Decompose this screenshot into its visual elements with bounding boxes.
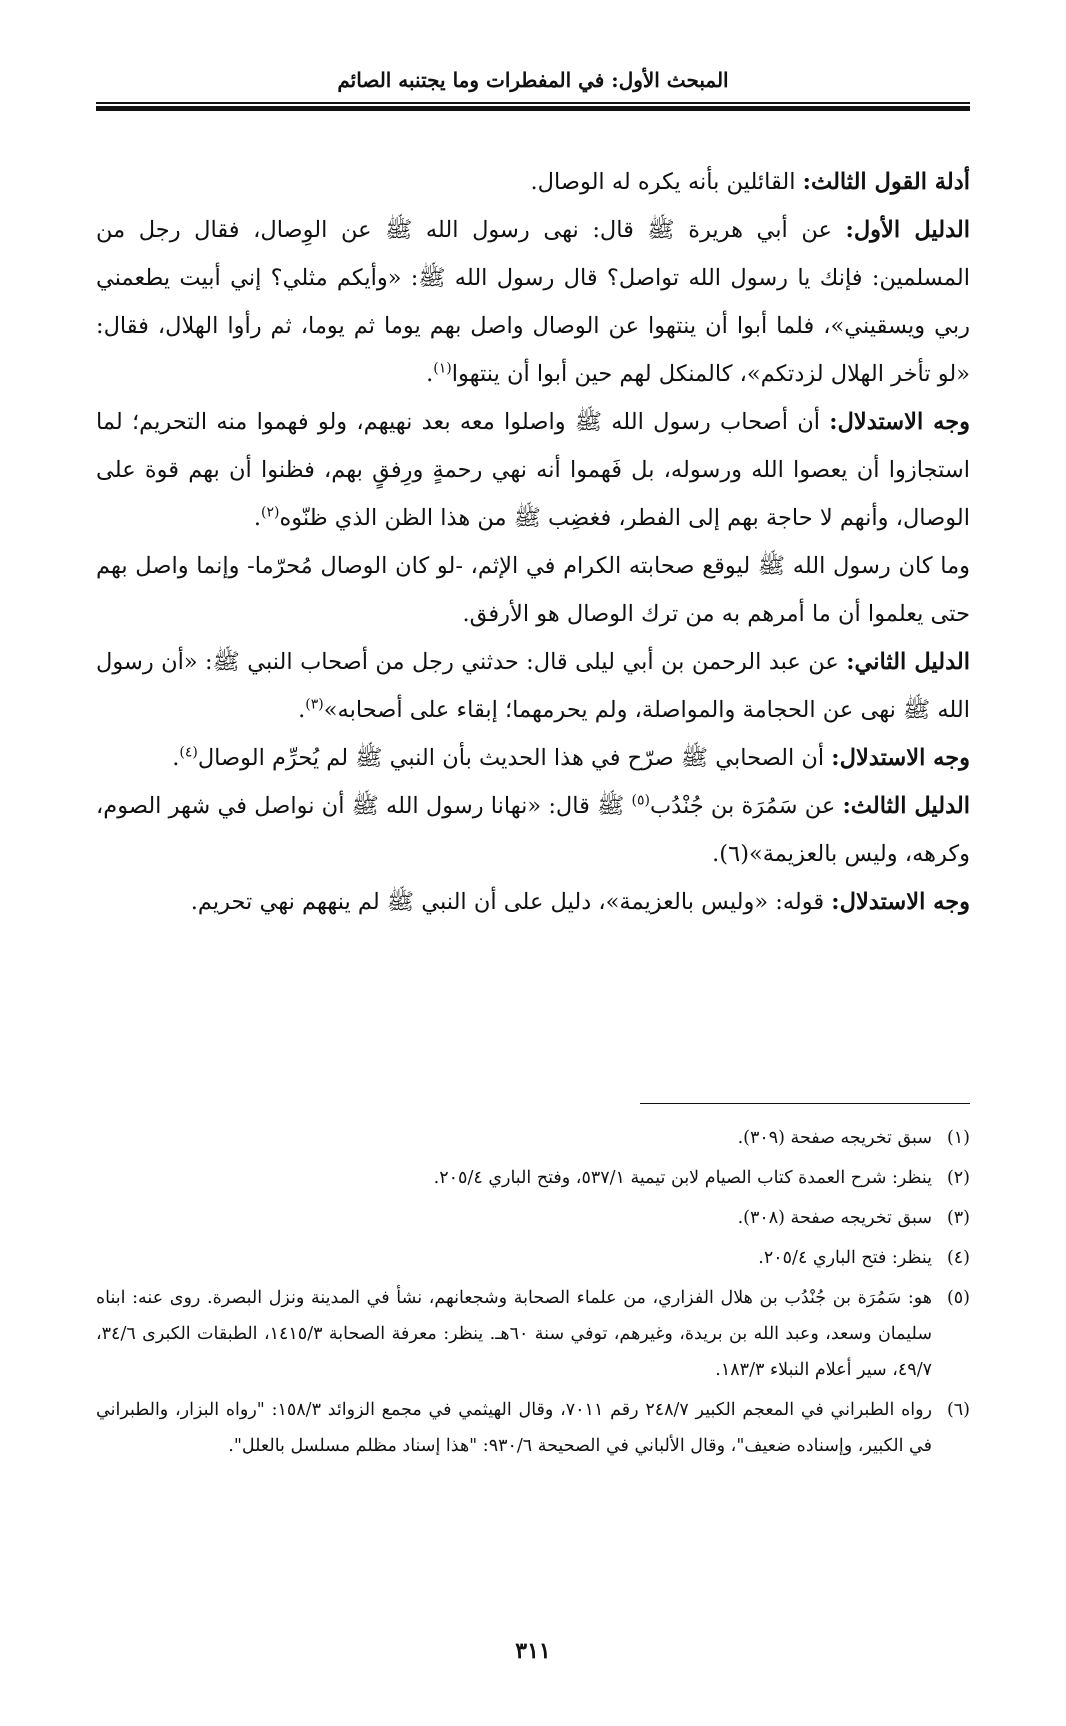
footnote-text: سبق تخريجه صفحة (٣٠٨). <box>737 1208 932 1228</box>
paragraph-tail: . <box>253 505 262 531</box>
paragraph-text: عن سَمُرَة بن جُنْدُب <box>649 793 843 819</box>
footnote <box>96 1240 970 1276</box>
paragraph <box>96 542 970 638</box>
footnote-text: هو: سَمُرَة بن جُنْدُب بن هلال الفزاري، من علماء الصحابة وشجعانهم، نشأ في المدينة ونزل البصرة. روى عنه: ابناه سليمان وسعد، وعبد الله بن بريدة، وغيرهم، توفي سنة ٦٠هـ. ينظر: معرفة الصحابة ١٤١٥/٣، الطبقات الكبرى ٣٤/٦، ٤٩/٧، سير أعلام النبلاء ١٨٣/٣. <box>96 1288 932 1380</box>
footnote-text: ينظر: فتح الباري ٢٠٥/٤. <box>758 1248 932 1268</box>
paragraph-text: وما كان رسول الله ﷺ ليوقع صحابته الكرام في الإثم، -لو كان الوصال مُحرّما- وإنما واصل بهم حتى يعلموا أن ما أمرهم به من ترك الوصال هو الأرفق. <box>96 553 970 627</box>
paragraph <box>96 782 970 878</box>
footnote-number: (٢) <box>946 1168 970 1188</box>
paragraph-tail: . <box>298 697 306 723</box>
footnote-number: (٤) <box>946 1248 970 1268</box>
footnote-ref: (٥) <box>631 792 650 809</box>
paragraph-tail: . <box>426 361 434 387</box>
main-text <box>96 158 970 926</box>
paragraph-text: أن أصحاب رسول الله ﷺ واصلوا معه بعد نهيهم، ولو فهموا منه التحريم؛ لما استجازوا أن يعصوا الله ورسوله، بل فَهموا أنه نهي رحمةٍ ورِفقٍ بهم، فظنوا أن بهم قوة على الوصال، وأنهم لا حاجة بهم إلى الفطر، فغضِب ﷺ من هذا الظن الذي ظنّوه <box>96 409 970 531</box>
paragraph-text: أن الصحابي ﷺ صرّح في هذا الحديث بأن النبي ﷺ لم يُحرِّم الوصال <box>197 745 832 771</box>
footnote <box>96 1280 970 1388</box>
paragraph-heading: وجه الاستدلال: <box>831 889 970 915</box>
paragraph-text: عن عبد الرحمن بن أبي ليلى قال: حدثني رجل من أصحاب النبي ﷺ: «أن رسول الله ﷺ نهى عن الحجامة والمواصلة، ولم يحرمهما؛ إبقاء على أصحابه» <box>96 649 970 723</box>
paragraph-tail: ﷺ قال: «نهانا رسول الله ﷺ أن نواصل في شهر الصوم، وكرهه، وليس بالعزيمة»(٦). <box>96 793 970 867</box>
footnote-text: سبق تخريجه صفحة (٣٠٩). <box>737 1128 932 1148</box>
paragraph <box>96 878 970 926</box>
paragraph-tail: . <box>172 745 180 771</box>
footnote-ref: (٢) <box>261 504 280 521</box>
footnote <box>96 1200 970 1236</box>
paragraph-text: عن أبي هريرة ﷺ قال: نهى رسول الله ﷺ عن الوِصال، فقال رجل من المسلمين: فإنك يا رسول الله تواصل؟ قال رسول الله ﷺ: «وأيكم مثلي؟ إني أبيت يطعمني ربي ويسقيني»، فلما أبوا أن ينتهوا عن الوصال واصل بهم يوما ثم يوما، ثم رأوا الهلال، فقال: «لو تأخر الهلال لزدتكم»، كالمنكل لهم حين أبوا أن ينتهوا <box>96 217 970 387</box>
paragraph <box>96 158 970 206</box>
footnote-separator <box>640 1103 970 1104</box>
paragraph-text: قوله: «وليس بالعزيمة»، دليل على أن النبي ﷺ لم ينههم نهي تحريم. <box>190 889 832 915</box>
paragraph-heading: الدليل الثالث: <box>842 793 970 819</box>
footnote-ref: (٣) <box>305 696 324 713</box>
footnote-number: (٣) <box>946 1208 970 1228</box>
footnote-ref: (١) <box>433 360 452 377</box>
paragraph-heading: الدليل الأول: <box>845 217 970 243</box>
paragraph <box>96 398 970 542</box>
paragraph <box>96 638 970 734</box>
header-rule <box>96 102 970 111</box>
page-number: ٣١١ <box>515 1638 551 1664</box>
footnote <box>96 1120 970 1156</box>
footnote <box>96 1392 970 1464</box>
footnote-number: (١) <box>946 1128 970 1148</box>
footnote-text: ينظر: شرح العمدة كتاب الصيام لابن تيمية ٥٣٧/١، وفتح الباري ٢٠٥/٤. <box>433 1168 932 1188</box>
paragraph <box>96 206 970 398</box>
running-header: المبحث الأول: في المفطرات وما يجتنبه الصائم <box>337 68 729 92</box>
paragraph-heading: وجه الاستدلال: <box>831 745 970 771</box>
paragraph-text: القائلين بأنه يكره له الوصال. <box>530 169 803 195</box>
paragraph-heading: وجه الاستدلال: <box>829 409 970 435</box>
footnotes <box>96 1120 970 1468</box>
footnote-text: رواه الطبراني في المعجم الكبير ٢٤٨/٧ رقم ٧٠١١، وقال الهيثمي في مجمع الزوائد ١٥٨/٣: "رواه البزار، والطبراني في الكبير، وإسناده ضعيف"، وقال الألباني في الصحيحة ٩٣٠/٦: "هذا إسناد مظلم مسلسل بالعلل". <box>96 1400 932 1456</box>
footnote <box>96 1160 970 1196</box>
paragraph-heading: الدليل الثاني: <box>846 649 970 675</box>
paragraph <box>96 734 970 782</box>
paragraph-heading: أدلة القول الثالث: <box>802 169 970 195</box>
footnote-number: (٥) <box>946 1288 970 1308</box>
footnote-ref: (٤) <box>179 744 198 761</box>
footnote-number: (٦) <box>946 1400 970 1420</box>
